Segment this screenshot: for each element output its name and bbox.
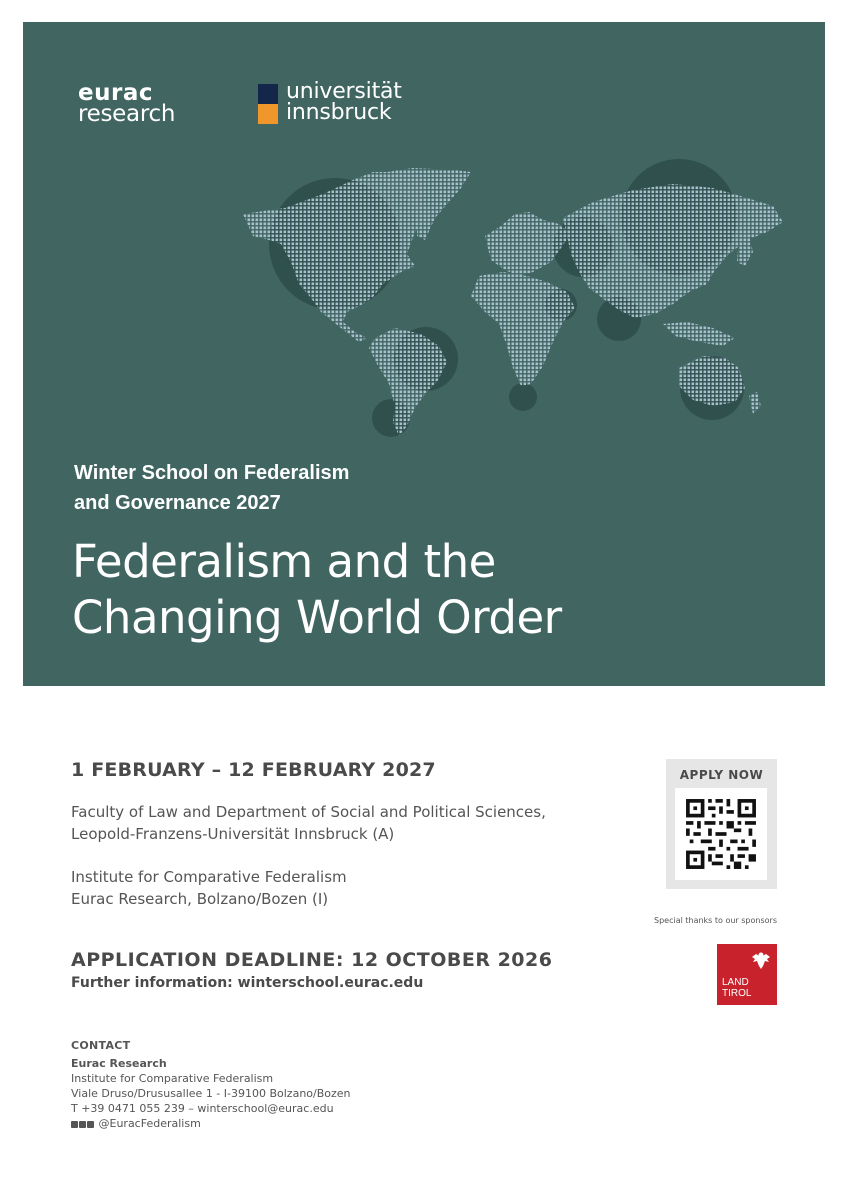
tirol-line1: LAND xyxy=(722,977,749,988)
contact-block xyxy=(71,1038,351,1132)
uibk-logo-line2: innsbruck xyxy=(286,100,392,125)
venue2-line2: Eurac Research, Bolzano/Bozen (I) xyxy=(71,890,329,908)
hero-banner xyxy=(23,22,825,686)
tirol-wordmark xyxy=(722,977,751,999)
venue-bolzano xyxy=(71,866,347,910)
subtitle-line1: Winter School on Federalism xyxy=(74,462,350,484)
contact-org: Eurac Research xyxy=(71,1057,167,1070)
qr-code-graphic xyxy=(675,788,767,880)
apply-now-box[interactable] xyxy=(666,759,777,889)
land-tirol-logo[interactable] xyxy=(717,944,777,1005)
uibk-logo-line1: universität xyxy=(286,79,402,104)
event-subtitle xyxy=(74,458,349,518)
contact-institute: Institute for Comparative Federalism xyxy=(71,1072,274,1085)
subtitle-line2-wrap xyxy=(74,488,349,518)
facebook-icon[interactable] xyxy=(71,1121,78,1128)
application-deadline: APPLICATION DEADLINE: 12 OCTOBER 2026 xyxy=(71,949,553,971)
world-map-graphic xyxy=(23,22,825,452)
venue1-line1: Faculty of Law and Department of Social and Political Sciences, xyxy=(71,803,546,821)
qr-code-icon[interactable] xyxy=(675,788,767,880)
contact-phone-email[interactable]: T +39 0471 055 239 – winterschool@eurac.edu xyxy=(71,1102,334,1115)
social-icons xyxy=(71,1117,95,1132)
eurac-logo-line1: eurac xyxy=(78,80,153,106)
venue2-line1: Institute for Comparative Federalism xyxy=(71,868,347,886)
contact-address: Viale Druso/Drususallee 1 - I-39100 Bolzano/Bozen xyxy=(71,1087,351,1100)
eurac-logo-line2: research xyxy=(78,101,176,127)
event-title xyxy=(72,534,562,646)
title-line1: Federalism and the xyxy=(72,535,496,588)
event-dates: 1 FEBRUARY – 12 FEBRUARY 2027 xyxy=(71,759,436,781)
venue1-line2: Leopold-Franzens-Universität Innsbruck (A) xyxy=(71,825,395,843)
subtitle-year: 2027 xyxy=(236,492,281,514)
tirol-eagle-icon xyxy=(750,949,772,971)
further-information-link[interactable]: Further information: winterschool.eurac.edu xyxy=(71,975,424,991)
venue-innsbruck xyxy=(71,801,546,845)
contact-social-row xyxy=(71,1116,351,1132)
sponsors-thanks: Special thanks to our sponsors xyxy=(654,916,777,925)
instagram-icon[interactable] xyxy=(79,1121,86,1128)
tirol-line2: TIROL xyxy=(722,988,752,999)
contact-heading: CONTACT xyxy=(71,1039,131,1052)
subtitle-line2: and Governance xyxy=(74,492,231,514)
apply-now-label: APPLY NOW xyxy=(679,768,764,782)
title-line2: Changing World Order xyxy=(72,591,562,644)
linkedin-icon[interactable] xyxy=(87,1121,94,1128)
social-handle[interactable]: @EuracFederalism xyxy=(98,1117,201,1130)
